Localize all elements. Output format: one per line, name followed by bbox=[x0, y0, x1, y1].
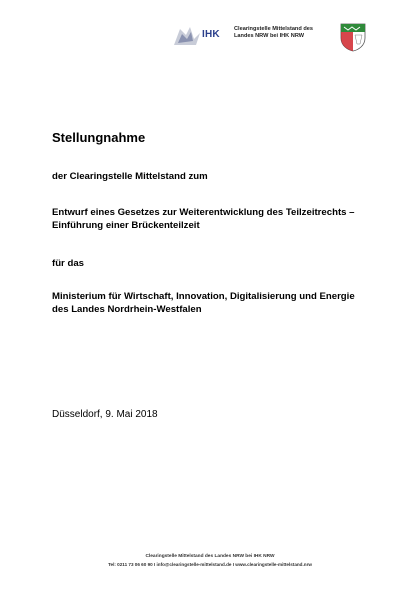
document-date: Düsseldorf, 9. Mai 2018 bbox=[52, 409, 158, 420]
gesetzentwurf-line2: Einführung einer Brückenteilzeit bbox=[52, 220, 200, 231]
ministerium-line2: des Landes Nordrhein-Westfalen bbox=[52, 304, 202, 315]
page-header bbox=[172, 22, 372, 52]
subtitle-clearingstelle: der Clearingstelle Mittelstand zum bbox=[52, 171, 208, 182]
subtitle-ministerium bbox=[52, 290, 392, 316]
clearingstelle-label-line2: Landes NRW bei IHK NRW bbox=[234, 33, 305, 39]
gesetzentwurf-line1: Entwurf eines Gesetzes zur Weiterentwicklung des Teilzeitrechts – bbox=[52, 207, 355, 218]
ihk-logo-text: IHK bbox=[202, 29, 220, 40]
nrw-shield-icon bbox=[338, 22, 368, 52]
ihk-logo bbox=[172, 25, 224, 47]
ministerium-line1: Ministerium für Wirtschaft, Innovation, Digitalisierung und Energie bbox=[52, 291, 355, 302]
footer-contact: Tel: 0211 73 06 60 90 I info@clearingstelle-mittelstand.de I www.clearingstelle-mittelstand.nrw bbox=[108, 562, 312, 567]
clearingstelle-label bbox=[234, 26, 354, 40]
subtitle-gesetzentwurf bbox=[52, 206, 392, 232]
document-title: Stellungnahme bbox=[52, 130, 146, 145]
subtitle-fuer-das: für das bbox=[52, 258, 84, 269]
page-footer bbox=[0, 553, 420, 569]
nrw-coat-of-arms bbox=[338, 22, 368, 52]
footer-organization: Clearingstelle Mittelstand des Landes NRW bei IHK NRW bbox=[145, 554, 275, 559]
clearingstelle-label-line1: Clearingstelle Mittelstand des bbox=[234, 26, 313, 32]
